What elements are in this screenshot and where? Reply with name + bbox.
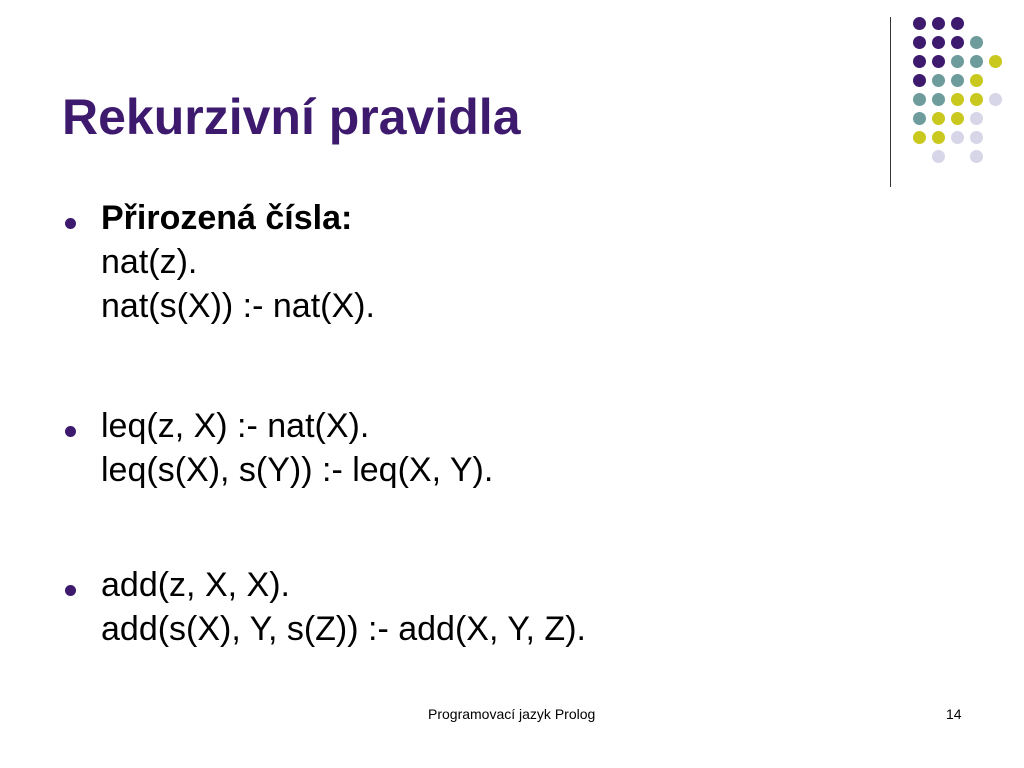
footer-title: Programovací jazyk Prolog [428,706,596,722]
bullet-icon [65,426,76,437]
decorative-dot [913,93,926,106]
code-line: nat(s(X)) :- nat(X). [101,287,375,325]
code-line: leq(s(X), s(Y)) :- leq(X, Y). [101,451,494,489]
decorative-dot [989,55,1002,68]
dot-grid-decoration [0,0,1024,200]
code-line: add(z, X, X). [101,566,290,604]
decorative-dot [913,55,926,68]
decorative-dot [913,112,926,125]
decorative-dot [932,17,945,30]
decorative-dot [932,36,945,49]
decorative-dot [951,17,964,30]
decorative-dot [970,36,983,49]
bullet-icon [65,585,76,596]
bullet-item-2 [58,404,493,492]
code-line: add(s(X), Y, s(Z)) :- add(X, Y, Z). [101,610,586,648]
decorative-dot [932,74,945,87]
decorative-dot [932,55,945,68]
decorative-dot [951,131,964,144]
bullet-item-1 [58,196,375,328]
bullet-icon [65,218,76,229]
bullet-item-3 [58,563,586,651]
decorative-dot [970,112,983,125]
decorative-dot [970,55,983,68]
decorative-dot [932,93,945,106]
decorative-dot [951,55,964,68]
decorative-dot [932,150,945,163]
decorative-dot [951,74,964,87]
code-line: nat(z). [101,243,198,281]
decorative-dot [970,93,983,106]
decorative-dot [913,74,926,87]
decorative-dot [913,36,926,49]
decorative-dot [932,131,945,144]
decorative-dot [913,131,926,144]
decorative-dot [970,150,983,163]
decorative-dot [989,93,1002,106]
bullet-heading: Přirozená čísla: [101,199,353,237]
decorative-dot [951,112,964,125]
code-line: leq(z, X) :- nat(X). [101,407,370,445]
decorative-dot [970,74,983,87]
decorative-dot [913,17,926,30]
decorative-dot [951,36,964,49]
decorative-dot [970,131,983,144]
slide-title: Rekurzivní pravidla [62,89,521,145]
decorative-dot [932,112,945,125]
decorative-dot [951,93,964,106]
page-number: 14 [946,706,962,722]
